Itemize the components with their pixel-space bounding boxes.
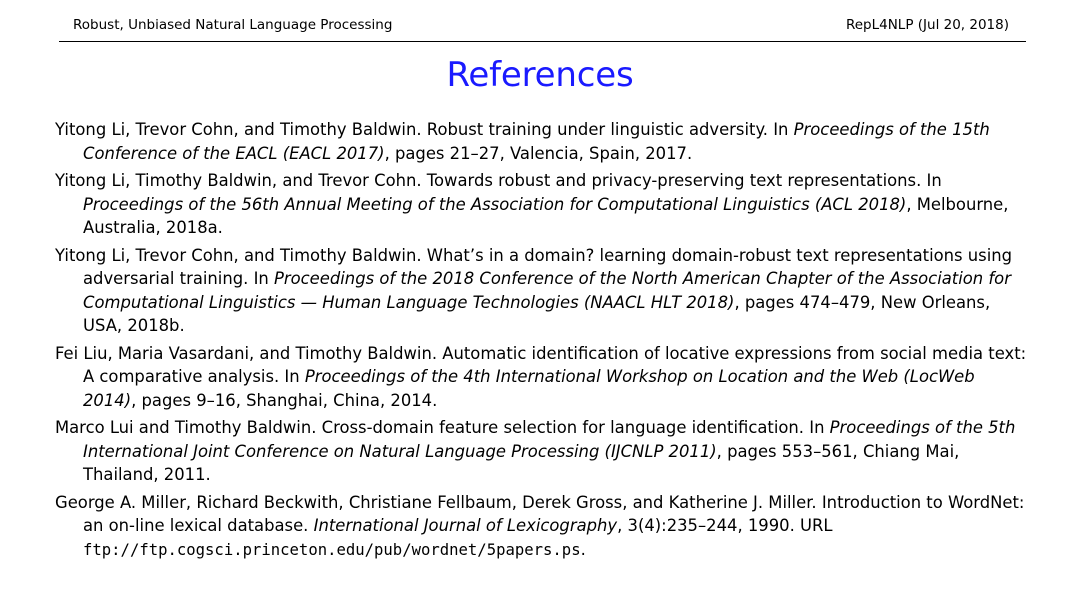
header-venue-date: RepL4NLP (Jul 20, 2018) bbox=[845, 17, 1009, 33]
reference-url-link[interactable]: ftp://ftp.cogsci.princeton.edu/pub/wordnet/5papers.ps bbox=[83, 540, 581, 559]
reference-authors-title: Marco Lui and Timothy Baldwin. Cross-domain feature selection for language identification. In bbox=[55, 418, 830, 437]
reference-details: , pages 553–561, Chiang Mai, Thailand, 2011. bbox=[83, 441, 960, 484]
reference-venue: Proceedings of the 56th Annual Meeting of the Association for Computational Linguistics (ACL 2018) bbox=[83, 194, 907, 214]
reference-authors-title: Yitong Li, Trevor Cohn, and Timothy Baldwin. Robust training under linguistic adversity. In bbox=[55, 120, 794, 139]
reference-venue: Proceedings of the 4th International Workshop on Location and the Web (LocWeb 2014) bbox=[83, 367, 975, 410]
header-talk-title: Robust, Unbiased Natural Language Processing bbox=[73, 17, 393, 33]
reference-item bbox=[55, 416, 1030, 487]
reference-authors-title: Fei Liu, Maria Vasardani, and Timothy Baldwin. Automatic identification of locative expressions from social media text: A comparative analysis. In bbox=[55, 343, 1027, 386]
reference-details: , pages 9–16, Shanghai, China, 2014. bbox=[131, 390, 438, 410]
reference-list bbox=[55, 118, 1030, 566]
page-title: References bbox=[446, 55, 634, 95]
reference-item bbox=[55, 244, 1030, 338]
reference-item bbox=[55, 169, 1030, 240]
reference-venue: Proceedings of the 2018 Conference of the North American Chapter of the Association for Computational Linguistics — Human Language Technologies (NAACL HLT 2018) bbox=[83, 269, 1011, 312]
reference-venue: Proceedings of the 15th Conference of the EACL (EACL 2017) bbox=[83, 120, 990, 163]
reference-item bbox=[55, 342, 1030, 413]
reference-details: , pages 474–479, New Orleans, USA, 2018b. bbox=[83, 292, 991, 335]
reference-details: , 3(4):235–244, 1990. URL bbox=[617, 516, 833, 535]
reference-authors-title: George A. Miller, Richard Beckwith, Christiane Fellbaum, Derek Gross, and Katherine J. Miller. Introduction to WordNet: an on-line lexical database. bbox=[55, 492, 1025, 535]
reference-item bbox=[55, 491, 1030, 563]
reference-venue: International Journal of Lexicography bbox=[313, 516, 618, 535]
reference-details: , Melbourne, Australia, 2018a. bbox=[83, 194, 1009, 237]
reference-authors-title: Yitong Li, Trevor Cohn, and Timothy Baldwin. What’s in a domain? learning domain-robust text representations using adversarial training. In bbox=[55, 245, 1013, 288]
slide-header bbox=[59, 14, 1026, 42]
reference-details: , pages 21–27, Valencia, Spain, 2017. bbox=[384, 143, 693, 163]
reference-authors-title: Yitong Li, Timothy Baldwin, and Trevor Cohn. Towards robust and privacy-preserving text representations. In bbox=[55, 171, 942, 190]
reference-item bbox=[55, 118, 1030, 165]
reference-trailing: . bbox=[580, 539, 586, 559]
reference-venue: Proceedings of the 5th International Joint Conference on Natural Language Processing (IJCNLP 2011) bbox=[83, 418, 1016, 461]
